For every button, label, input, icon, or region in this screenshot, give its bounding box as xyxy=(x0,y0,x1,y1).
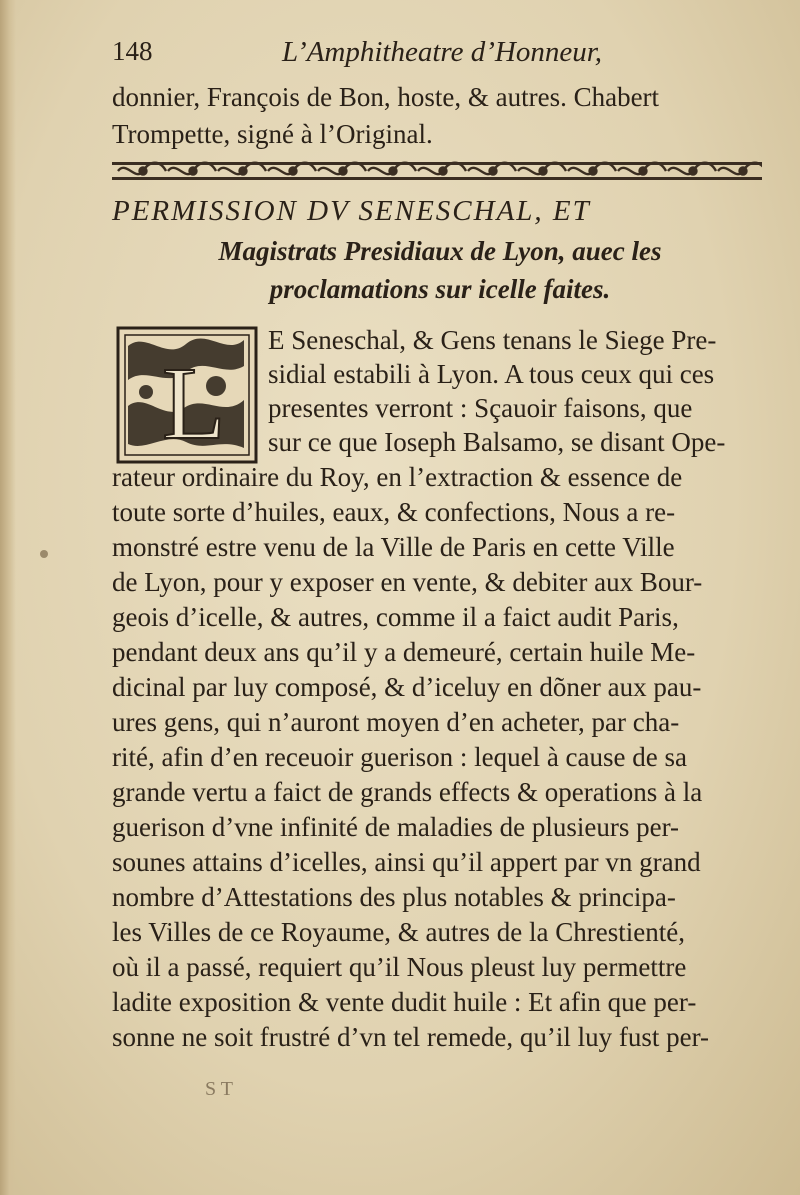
body-line: où il a passé, requiert qu’il Nous pleust luy permettre xyxy=(112,952,687,982)
ornament-dot xyxy=(490,168,497,175)
body-line: ures gens, qui n’auront moyen d’en acheter, par cha- xyxy=(112,707,680,737)
ornament-dot xyxy=(540,168,547,175)
body-line: sonne ne soit frustré d’vn tel remede, qu’il luy fust per- xyxy=(112,1022,710,1052)
body-line: toute sorte d’huiles, eaux, & confections, Nous a re- xyxy=(112,497,676,527)
body-line: guerison d’vne infinité de maladies de plusieurs per- xyxy=(112,812,680,842)
section-heading-line-2: Magistrats Presidiaux de Lyon, auec les xyxy=(218,236,662,266)
page-number: 148 xyxy=(112,36,153,66)
intro-line-2: Trompette, signé à l’Original. xyxy=(112,119,433,149)
body-line: monstré estre venu de la Ville de Paris en cette Ville xyxy=(112,532,675,562)
ornament-dot xyxy=(290,168,297,175)
drop-cap-letter: L xyxy=(162,346,226,461)
body-line: dicinal par luy composé, & d’iceluy en dõner aux pau- xyxy=(112,672,702,702)
ornament-dot xyxy=(340,168,347,175)
body-line: grande vertu a faict de grands effects & operations à la xyxy=(112,777,703,807)
ornament-dot xyxy=(190,168,197,175)
ornament-dot xyxy=(390,168,397,175)
ornament-dot xyxy=(590,168,597,175)
section-heading-line-3: proclamations sur icelle faites. xyxy=(269,274,611,304)
running-title: L’Amphitheatre d’Honneur, xyxy=(282,36,603,68)
section-heading-line-1: PERMISSION DV SENESCHAL, ET xyxy=(112,195,591,227)
body-line: E Seneschal, & Gens tenans le Siege Pre- xyxy=(268,325,717,355)
page-header xyxy=(112,34,762,74)
body-line: sidial estabili à Lyon. A tous ceux qui ces xyxy=(268,359,715,389)
body-line: nombre d’Attestations des plus notables & principa- xyxy=(112,882,676,912)
ornament-dot xyxy=(640,168,647,175)
body-line: ladite exposition & vente dudit huile : Et afin que per- xyxy=(112,987,697,1017)
ornament-dot xyxy=(690,168,697,175)
body-line: pendant deux ans qu’il y a demeuré, certain huile Me- xyxy=(112,637,696,667)
ornament-dot xyxy=(140,168,147,175)
decorated-initial xyxy=(116,326,258,464)
ornament-dot xyxy=(240,168,247,175)
body-line: sur ce que Ioseph Balsamo, se disant Ope- xyxy=(268,427,726,457)
ornamental-border xyxy=(112,158,762,184)
ornament-dot xyxy=(740,168,747,175)
signature-mark: S T xyxy=(205,1078,233,1100)
body-line: rateur ordinaire du Roy, en l’extraction & essence de xyxy=(112,462,683,492)
intro-line-1: donnier, François de Bon, hoste, & autres. Chabert xyxy=(112,82,660,112)
page-gutter-shadow xyxy=(0,0,16,1195)
body-line: presentes verront : Sçauoir faisons, que xyxy=(268,393,693,423)
ornament-dot xyxy=(440,168,447,175)
body-line: les Villes de ce Royaume, & autres de la Chrestienté, xyxy=(112,917,685,947)
body-line: rité, afin d’en receuoir guerison : lequel à cause de sa xyxy=(112,742,687,772)
body-line: de Lyon, pour y exposer en vente, & debiter aux Bour- xyxy=(112,567,703,597)
body-line: geois d’icelle, & autres, comme il a faict audit Paris, xyxy=(112,602,679,632)
ink-spot xyxy=(40,550,48,558)
body-line: sounes attains d’icelles, ainsi qu’il appert par vn grand xyxy=(112,847,701,877)
